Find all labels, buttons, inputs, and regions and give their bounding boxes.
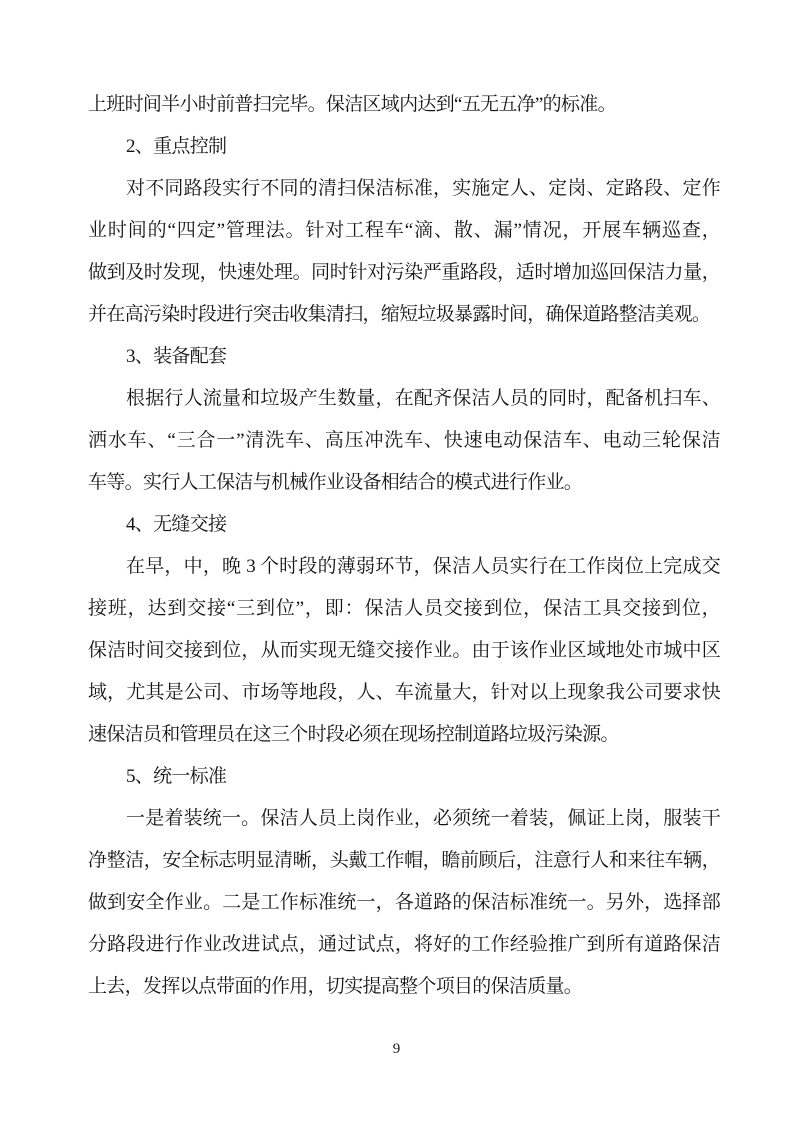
text-line: 域，尤其是公司、市场等地段，人、车流量大，针对以上现象我公司要求快 — [88, 682, 720, 703]
text-line: 业时间的“四定”管理法。针对工程车“滴、散、漏”情况，开展车辆巡查， — [88, 220, 720, 241]
section-heading — [88, 504, 720, 546]
text-line: 速保洁员和管理员在这三个时段必须在现场控制道路垃圾污染源。 — [88, 724, 619, 745]
text-line: 在早，中，晚 3 个时段的薄弱环节，保洁人员实行在工作岗位上完成交 — [126, 556, 720, 577]
section-heading — [88, 126, 720, 168]
text-line: 分路段进行作业改进试点，通过试点，将好的工作经验推广到所有道路保洁 — [88, 934, 720, 955]
text-line: 接班，达到交接“三到位”，即：保洁人员交接到位，保洁工具交接到位， — [88, 598, 720, 619]
paragraph — [88, 168, 720, 336]
text-line: 保洁时间交接到位，从而实现无缝交接作业。由于该作业区域地处市城中区 — [88, 640, 720, 661]
text-line: 洒水车、“三合一”清洗车、高压冲洗车、快速电动保洁车、电动三轮保洁 — [88, 430, 720, 451]
heading-line: 3、装备配套 — [126, 346, 227, 367]
paragraph — [88, 378, 720, 504]
text-line: 做到安全作业。二是工作标准统一，各道路的保洁标准统一。另外，选择部 — [88, 892, 720, 913]
text-line: 上去，发挥以点带面的作用，切实提高整个项目的保洁质量。 — [88, 976, 583, 997]
section-heading — [88, 756, 720, 798]
text-line: 车等。实行人工保洁与机械作业设备相结合的模式进行作业。 — [88, 472, 583, 493]
text-line: 根据行人流量和垃圾产生数量，在配齐保洁人员的同时，配备机扫车、 — [126, 388, 720, 409]
text-line: 对不同路段实行不同的清扫保洁标准，实施定人、定岗、定路段、定作 — [126, 178, 720, 199]
heading-line: 2、重点控制 — [126, 136, 227, 157]
text-line: 一是着装统一。保洁人员上岗作业，必须统一着装，佩证上岗，服装干 — [126, 808, 720, 829]
paragraph — [88, 84, 720, 126]
section-heading — [88, 336, 720, 378]
heading-line: 5、统一标准 — [126, 766, 227, 787]
paragraph — [88, 546, 720, 756]
text-line: 净整洁，安全标志明显清晰，头戴工作帽，瞻前顾后，注意行人和来往车辆， — [88, 850, 720, 871]
text-line: 并在高污染时段进行突击收集清扫，缩短垃圾暴露时间，确保道路整洁美观。 — [88, 304, 711, 325]
page-number: 9 — [392, 1041, 401, 1057]
heading-line: 4、无缝交接 — [126, 514, 227, 535]
paragraph — [88, 798, 720, 1008]
page-body — [88, 84, 720, 1008]
text-line: 上班时间半小时前普扫完毕。保洁区域内达到“五无五净”的标准。 — [88, 94, 616, 115]
text-line: 做到及时发现，快速处理。同时针对污染严重路段，适时增加巡回保洁力量， — [88, 262, 720, 283]
